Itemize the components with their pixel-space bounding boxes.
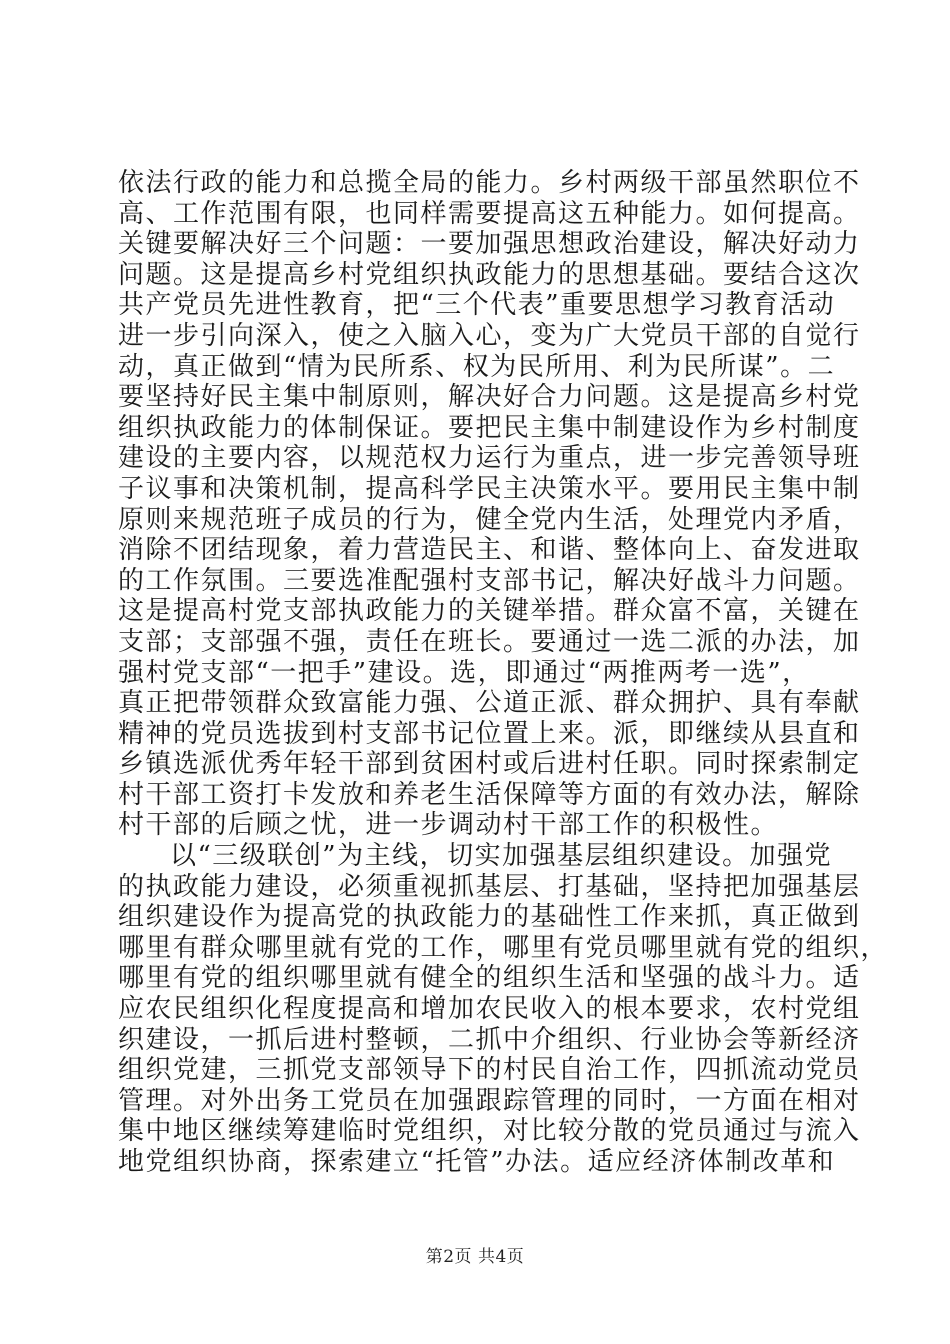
text-line: 哪里有党的组织哪里就有健全的组织生活和坚强的战斗力。适 [118,963,861,994]
text-line: 真正把带领群众致富能力强、公道正派、群众拥护、具有奉献 [118,688,861,719]
text-line: 原则来规范班子成员的行为，健全党内生活，处理党内矛盾， [118,504,861,535]
text-line: 强村党支部“一把手”建设。选，即通过“两推两考一选”， [118,657,810,688]
text-line: 管理。对外出务工党员在加强跟踪管理的同时，一方面在相对 [118,1085,861,1116]
text-line: 高、工作范围有限，也同样需要提高这五种能力。如何提高。 [118,198,861,229]
text-line: 问题。这是提高乡村党组织执政能力的思想基础。要结合这次 [118,259,861,290]
text-line: 集中地区继续筹建临时党组织，对比较分散的党员通过与流入 [118,1116,861,1147]
text-line: 这是提高村党支部执政能力的关键举措。群众富不富，关键在 [118,596,861,627]
text-line: 共产党员先进性教育，把“三个代表”重要思想学习教育活动 [118,290,836,321]
text-line: 乡镇选派优秀年轻干部到贫困村或后进村任职。同时探索制定 [118,749,861,780]
text-line: 动，真正做到“情为民所系、权为民所用、利为民所谋”。二 [118,351,836,382]
document-body [118,168,889,1178]
text-line: 要坚持好民主集中制原则，解决好合力问题。这是提高乡村党 [118,382,861,413]
text-line: 关键要解决好三个问题：一要加强思想政治建设，解决好动力 [118,229,861,260]
text-line: 组织执政能力的体制保证。要把民主集中制建设作为乡村制度 [118,412,861,443]
text-line: 应农民组织化程度提高和增加农民收入的根本要求，农村党组 [118,994,861,1025]
page-number-footer: 第2页 共4页 [425,1247,525,1267]
text-line: 依法行政的能力和总揽全局的能力。乡村两级干部虽然职位不 [118,168,861,198]
text-line: 组织建设作为提高党的执政能力的基础性工作来抓，真正做到 [118,902,861,933]
text-line: 地党组织协商，探索建立“托管”办法。适应经济体制改革和 [118,1147,836,1177]
text-line: 的工作氛围。三要选准配强村支部书记，解决好战斗力问题。 [118,565,861,596]
text-line: 村干部工资打卡发放和养老生活保障等方面的有效办法，解除 [118,779,861,810]
text-line: 村干部的后顾之忧，进一步调动村干部工作的积极性。 [118,810,779,841]
text-line: 的执政能力建设，必须重视抓基层、打基础，坚持把加强基层 [118,871,861,902]
paragraph-first-line: 以“三级联创”为主线，切实加强基层组织建设。加强党 [170,841,833,872]
text-line: 组织党建，三抓党支部领导下的村民自治工作，四抓流动党员 [118,1055,861,1086]
text-line: 子议事和决策机制，提高科学民主决策水平。要用民主集中制 [118,473,861,504]
text-line: 支部；支部强不强，责任在班长。要通过一选二派的办法，加 [118,626,861,657]
text-line: 精神的党员选拔到村支部书记位置上来。派，即继续从县直和 [118,718,861,749]
text-line: 织建设，一抓后进村整顿，二抓中介组织、行业协会等新经济 [118,1024,861,1055]
text-line: 哪里有群众哪里就有党的工作，哪里有党员哪里就有党的组织， [118,932,889,963]
text-line: 进一步引向深入，使之入脑入心，变为广大党员干部的自觉行 [118,320,861,351]
text-line: 消除不团结现象，着力营造民主、和谐、整体向上、奋发进取 [118,535,861,566]
text-line: 建设的主要内容，以规范权力运行为重点，进一步完善领导班 [118,443,861,474]
